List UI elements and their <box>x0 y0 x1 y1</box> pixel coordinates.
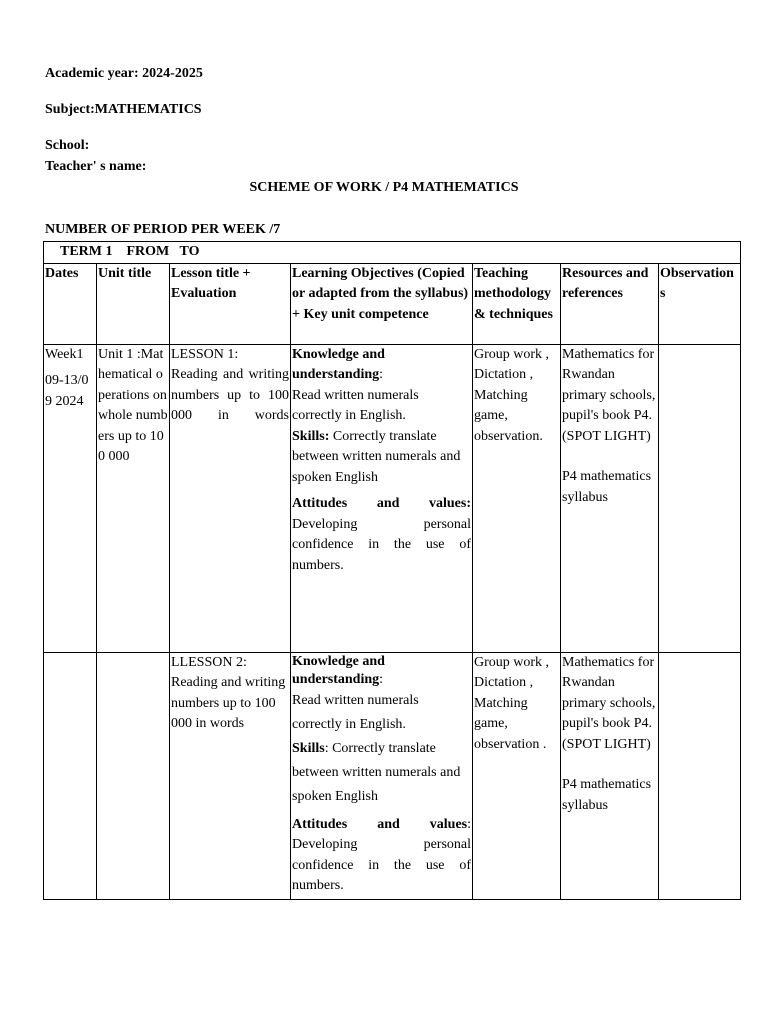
col-learning-objectives: Learning Objectives (Copied or adapted from the syllabus) + Key unit competence <box>291 263 473 344</box>
teacher-name-label: Teacher' s name: <box>45 159 147 174</box>
skills-text: Correctly translate between written numerals and spoken English <box>292 740 461 804</box>
skills-label: Skills <box>292 740 325 756</box>
dates-cell <box>44 344 97 652</box>
term-label: TERM 1 FROM TO <box>60 244 200 259</box>
resources-syllabus: P4 mathematics syllabus <box>562 469 652 505</box>
col-teaching-methodology: Teaching methodology & techniques <box>473 263 561 344</box>
resources-cell <box>561 652 659 899</box>
week-label: Week1 <box>45 346 84 362</box>
academic-year: Academic year: 2024-2025 <box>45 66 203 81</box>
document-title: SCHEME OF WORK / P4 MATHEMATICS <box>249 180 519 195</box>
lesson-title: Reading and writing numbers up to 100 000 in words <box>171 675 286 731</box>
objectives-cell: Knowledge and understanding: Read written numerals correctly in English. Skills: Correctly translate between written numerals and spoken English Attitudes and values: Developing personal confidence in the use of numbers. <box>291 344 473 652</box>
knowledge-label: Knowledge and understanding <box>292 653 385 687</box>
attitudes-label: Attitudes and values <box>292 816 468 832</box>
knowledge-label: Knowledge and understanding <box>292 346 385 382</box>
term-row <box>44 242 741 264</box>
col-unit-title: Unit title <box>97 263 170 344</box>
col-lesson-title: Lesson title + Evaluation <box>170 263 291 344</box>
table-row <box>44 652 741 899</box>
lesson-cell <box>170 344 291 652</box>
resources-book: Mathematics for Rwandan primary schools, pupil's book P4.(SPOT LIGHT) <box>562 654 656 752</box>
lesson-number: LESSON 1: <box>171 346 239 362</box>
periods-per-week: NUMBER OF PERIOD PER WEEK /7 <box>45 222 281 237</box>
resources-cell <box>561 344 659 652</box>
unit-title-cell <box>97 652 170 899</box>
col-dates: Dates <box>44 263 97 344</box>
table-row <box>44 344 741 652</box>
lesson-number: LLESSON 2: <box>171 654 247 670</box>
header-row <box>44 263 741 344</box>
dates-cell <box>44 652 97 899</box>
resources-syllabus: P4 mathematics syllabus <box>562 777 652 813</box>
col-resources: Resources and references <box>561 263 659 344</box>
attitudes-label: Attitudes and values: <box>292 496 471 511</box>
attitudes-text: Developing personal confidence in the use of numbers. <box>292 837 471 893</box>
resources-book: Mathematics for Rwandan primary schools, pupil's book P4.(SPOT LIGHT) <box>562 346 656 444</box>
methodology-cell: Group work , Dictation , Matching game, observation . <box>473 652 561 899</box>
methodology-cell: Group work , Dictation , Matching game, observation. <box>473 344 561 652</box>
objectives-cell: Knowledge and understanding: Read written numerals correctly in English. Skills: Correctly translate between written numerals and spoken English Attitudes and values: Developing personal confidence in the use of numbers. <box>291 652 473 899</box>
school-label: School: <box>45 138 90 153</box>
skills-text: Correctly translate between written numerals and spoken English <box>292 428 461 485</box>
lesson-cell <box>170 652 291 899</box>
observations-cell <box>659 652 741 899</box>
knowledge-text: Read written numerals correctly in English. <box>292 387 419 423</box>
observations-cell <box>659 344 741 652</box>
knowledge-text: Read written numerals correctly in English. <box>292 692 419 732</box>
subject: Subject:MATHEMATICS <box>45 102 202 117</box>
col-observations: Observations <box>659 263 741 344</box>
date-range: 09-13/09 2024 <box>45 373 89 409</box>
unit-title-cell: Unit 1 :Mathematical operations on whole numbers up to 100 000 <box>97 344 170 652</box>
skills-label: Skills: <box>292 428 330 444</box>
scheme-of-work-table <box>43 241 741 900</box>
attitudes-text: Developing personal confidence in the use of numbers. <box>292 516 471 573</box>
lesson-title: Reading and writing numbers up to 100 000 in words <box>171 367 289 423</box>
